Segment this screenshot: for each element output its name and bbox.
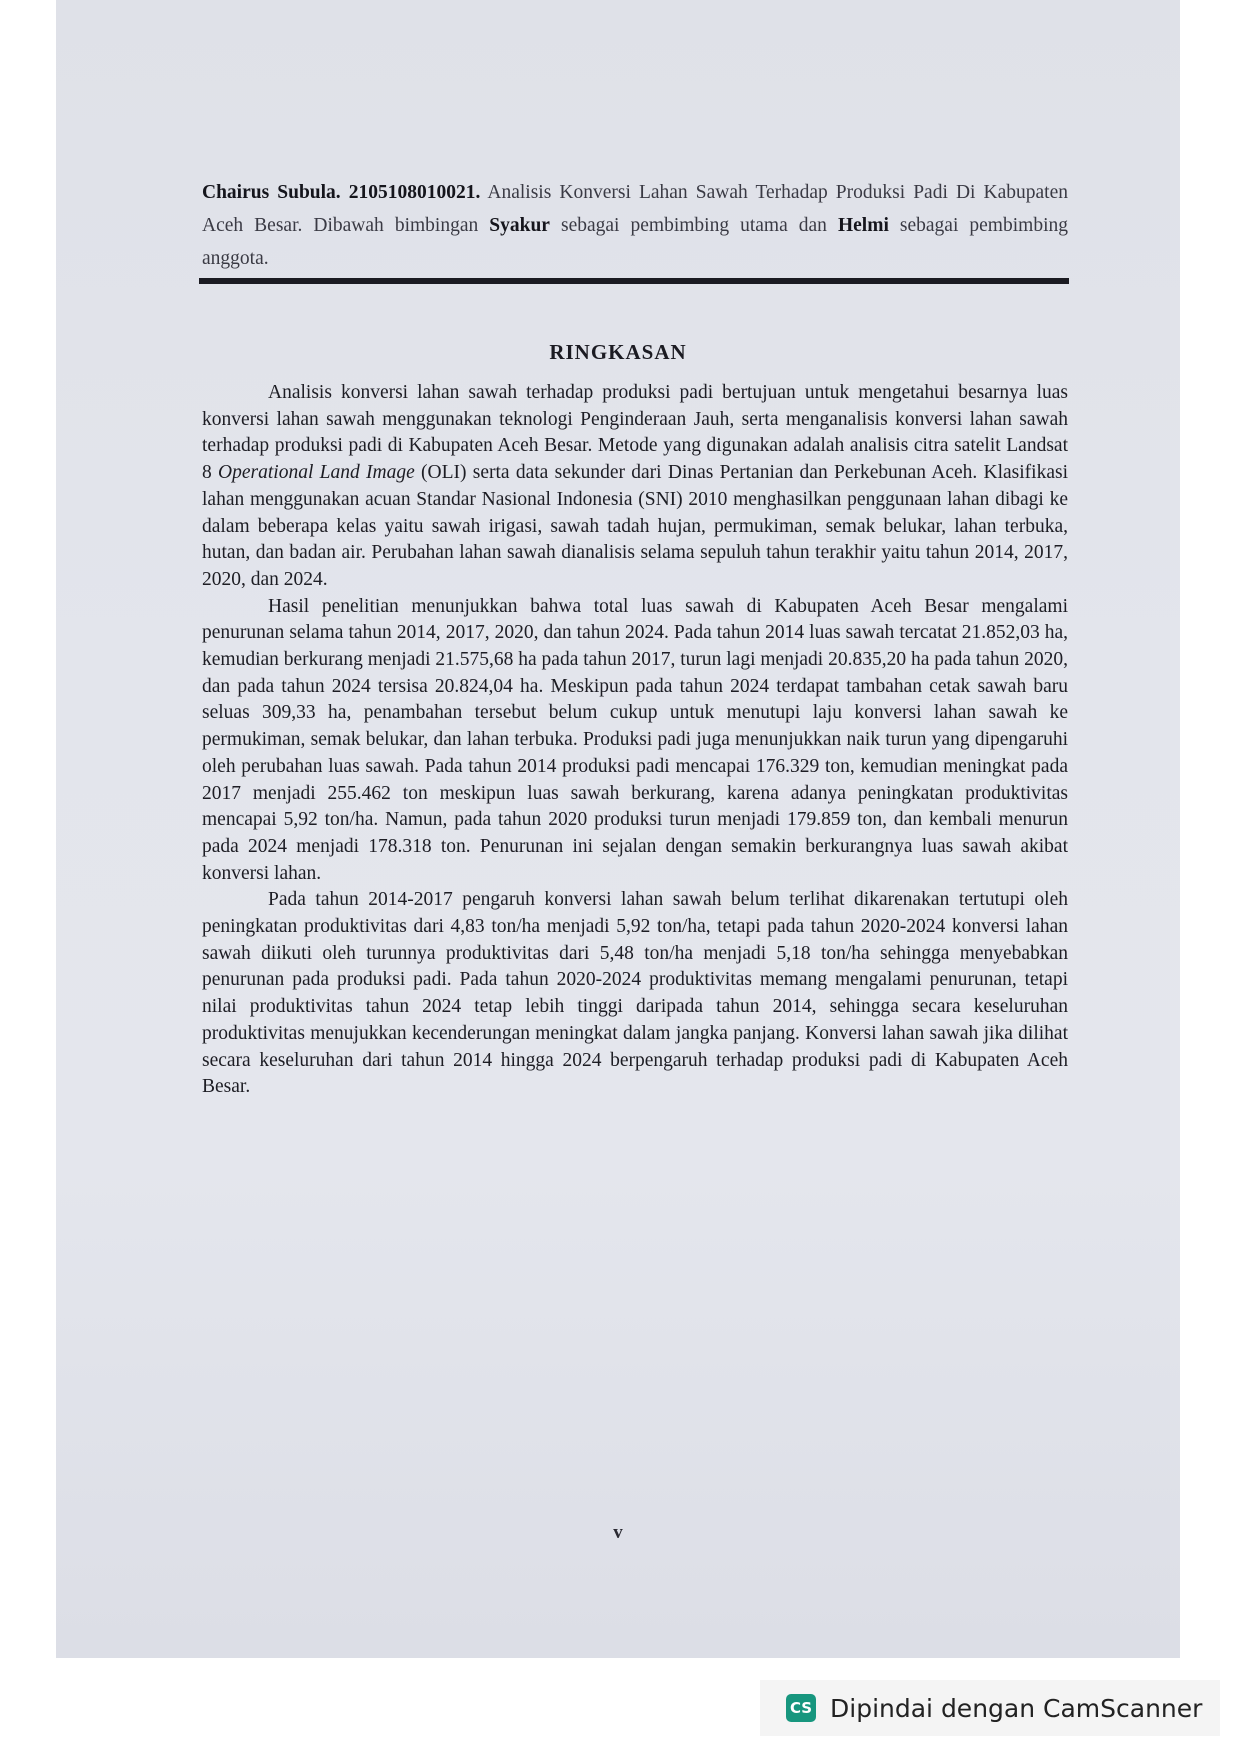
page-number: v	[613, 1522, 623, 1543]
paragraph-1-part-a: Analisis konversi lahan sawah terhadap produksi padi bertujuan untuk mengetahui besarnya luas konversi lahan sawah menggunakan teknologi Penginderaan Jauh, serta menganalisis konversi lahan sawah terhadap produksi padi di Kabupaten Aceh Besar. Metode yang digunakan adalah analisis citra satelit Landsat 8	[202, 382, 1068, 484]
advisor-main: Syakur	[489, 215, 550, 236]
author-name: Chairus Subula.	[202, 182, 341, 203]
header-text-2: sebagai pembimbing utama dan	[549, 215, 838, 236]
header-divider	[199, 278, 1069, 284]
camscanner-logo-icon: CS	[786, 1694, 816, 1722]
paragraph-3: Pada tahun 2014-2017 pengaruh konversi lahan sawah belum terlihat dikarenakan tertutupi oleh peningkatan produktivitas dari 4,83 ton/ha menjadi 5,92 ton/ha, tetapi pada tahun 2020-2024 konversi lahan sawah diikuti oleh turunnya produktivitas dari 5,48 ton/ha menjadi 5,18 ton/ha sehingga menyebabkan penurunan pada produksi padi. Pada tahun 2020-2024 produktivitas memang mengalami penurunan, tetapi nilai produktivitas tahun 2024 tetap lebih tinggi daripada tahun 2014, sehingga secara keseluruhan produktivitas menujukkan kecenderungan meningkat dalam jangka panjang. Konversi lahan sawah jika dilihat secara keseluruhan dari tahun 2014 hingga 2024 berpengaruh terhadap produksi padi di Kabupaten Aceh Besar.	[202, 889, 1068, 1098]
header-text-1: Analisis Konversi Lahan Sawah Terhadap Produksi Padi Di Kabupaten Aceh Besar. Dibawah bimbingan	[202, 182, 1069, 236]
scanned-page	[56, 0, 1180, 1658]
student-id: 2105108010021.	[348, 182, 481, 203]
camscanner-text: Dipindai dengan CamScanner	[830, 1693, 1203, 1723]
summary-body	[202, 380, 1068, 1101]
paragraph-1-part-b: (OLI) serta data sekunder dari Dinas Pertanian dan Perkebunan Aceh. Klasifikasi lahan menggunakan acuan Standar Nasional Indonesia (SNI) 2010 menghasilkan penggunaan lahan dibagi ke dalam beberapa kelas yaitu sawah irigasi, sawah tadah hujan, permukiman, semak belukar, lahan terbuka, hutan, dan badan air. Perubahan lahan sawah dianalisis selama sepuluh tahun terakhir yaitu tahun 2014, 2017, 2020, dan 2024.	[202, 462, 1069, 590]
page-title: RINGKASAN	[549, 340, 687, 364]
camscanner-watermark	[760, 1680, 1220, 1736]
header-text-3: sebagai pembimbing anggota.	[202, 215, 1068, 269]
paragraph-1	[202, 380, 1068, 594]
advisor-member: Helmi	[837, 215, 889, 236]
paragraph-1-italic: Operational Land Image	[218, 462, 415, 484]
thesis-header	[202, 176, 1068, 275]
paragraph-2: Hasil penelitian menunjukkan bahwa total luas sawah di Kabupaten Aceh Besar mengalami penurunan selama tahun 2014, 2017, 2020, dan tahun 2024. Pada tahun 2014 luas sawah tercatat 21.852,03 ha, kemudian berkurang menjadi 21.575,68 ha pada tahun 2017, turun lagi menjadi 20.835,20 ha pada tahun 2020, dan pada tahun 2024 tersisa 20.824,04 ha. Meskipun pada tahun 2024 terdapat tambahan cetak sawah baru seluas 309,33 ha, penambahan tersebut belum cukup untuk menutupi laju konversi lahan sawah ke permukiman, semak belukar, dan lahan terbuka. Produksi padi juga menunjukkan naik turun yang dipengaruhi oleh perubahan luas sawah. Pada tahun 2014 produksi padi mencapai 176.329 ton, kemudian meningkat pada 2017 menjadi 255.462 ton meskipun luas sawah berkurang, karena adanya peningkatan produktivitas mencapai 5,92 ton/ha. Namun, pada tahun 2020 produksi turun menjadi 179.859 ton, dan kembali menurun pada 2024 menjadi 178.318 ton. Penurunan ini sejalan dengan semakin berkurangnya luas sawah akibat konversi lahan.	[202, 595, 1068, 884]
